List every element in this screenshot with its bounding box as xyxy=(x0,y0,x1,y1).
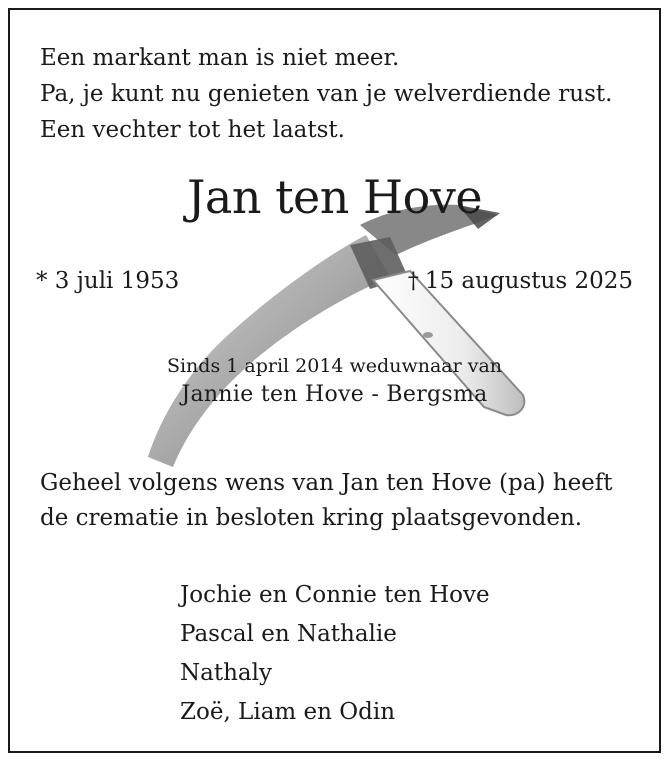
pickaxe-icon xyxy=(128,185,548,485)
family-member: Jochie en Connie ten Hove xyxy=(180,582,490,608)
family-member: Nathaly xyxy=(180,660,272,686)
spouse-name: Jannie ten Hove - Bergsma xyxy=(181,382,488,407)
cross-icon: † xyxy=(407,269,419,294)
cremation-line-1: Geheel volgens wens van Jan ten Hove (pa) heeft xyxy=(40,470,613,496)
death-date-line xyxy=(408,268,633,294)
family-list xyxy=(180,576,490,732)
family-member: Zoë, Liam en Odin xyxy=(180,699,396,725)
intro-text xyxy=(40,40,612,148)
intro-line-2: Pa, je kunt nu genieten van je welverdiende rust. xyxy=(40,81,613,107)
intro-line-3: Een vechter tot het laatst. xyxy=(40,117,345,143)
death-date: 15 augustus 2025 xyxy=(424,268,633,294)
family-member: Pascal en Nathalie xyxy=(180,621,397,647)
deceased-name: Jan ten Hove xyxy=(186,170,483,224)
widower-line: Sinds 1 april 2014 weduwnaar van xyxy=(166,355,503,377)
obituary-card xyxy=(8,8,661,753)
cremation-notice xyxy=(40,466,613,536)
birth-date: * 3 juli 1953 xyxy=(36,268,180,294)
intro-line-1: Een markant man is niet meer. xyxy=(40,45,400,71)
cremation-line-2: de crematie in besloten kring plaatsgevonden. xyxy=(40,505,583,531)
